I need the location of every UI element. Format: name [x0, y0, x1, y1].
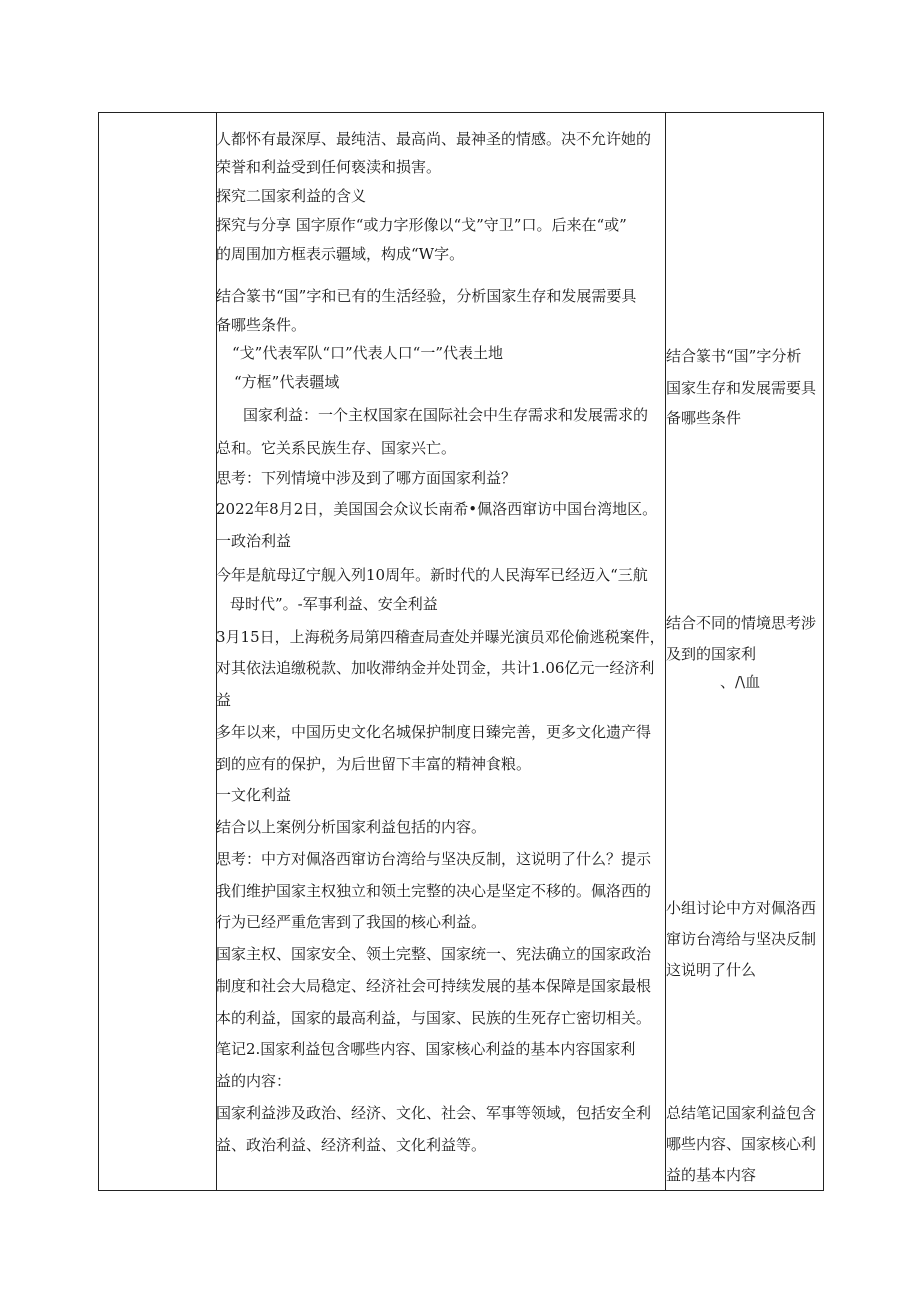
activity-line: 总结笔记国家利益包含: [666, 1104, 817, 1122]
content-line: 备哪些条件。: [216, 316, 307, 334]
content-line: 国家主权、国家安全、领土完整、国家统一、宪法确立的国家政治: [216, 945, 652, 963]
content-line: “方框”代表疆域: [234, 373, 340, 391]
content-line: 制度和社会大局稳定、经济社会可持续发展的基本保障是国家最根: [216, 977, 652, 995]
content-line: 2022年8月2日，美国国会众议长南希•佩洛西窜访中国台湾地区。: [216, 500, 658, 518]
content-line: 我们维护国家主权独立和领土完整的决心是坚定不移的。佩洛西的: [216, 882, 652, 900]
activity-line: 及到的国家利: [666, 645, 757, 663]
activity-line: 益的基本内容: [666, 1166, 757, 1184]
content-line: 今年是航母辽宁舰入列10周年。新时代的人民海军已经迈入“三航: [216, 566, 648, 584]
activity-line: 结合篆书“国”字分析: [666, 347, 802, 365]
activity-line: 、/\血: [720, 673, 761, 691]
section-heading: 探究二国家利益的含义: [216, 187, 367, 205]
content-line: 益、政治利益、经济利益、文化利益等。: [216, 1136, 487, 1154]
content-line: 总和。它关系民族生存、国家兴亡。: [216, 439, 457, 457]
column-divider-left: [216, 113, 217, 1190]
content-line: 一文化利益: [216, 786, 292, 804]
content-line: 笔记2.国家利益包含哪些内容、国家核心利益的基本内容国家利: [216, 1040, 636, 1058]
content-line: 国家利益：一个主权国家在国际社会中生存需求和发展需求的: [243, 406, 649, 424]
content-line: 益: [216, 691, 232, 709]
content-line: 结合篆书“国”字和已有的生活经验，分析国家生存和发展需要具: [216, 287, 637, 305]
activity-line: 窜访台湾给与坚决反制: [666, 930, 817, 948]
activity-line: 哪些内容、国家核心利: [666, 1135, 817, 1153]
content-line: 益的内容：: [216, 1072, 292, 1090]
content-line: 本的利益，国家的最高利益，与国家、民族的生死存亡密切相关。: [216, 1009, 652, 1027]
content-line: 结合以上案例分析国家利益包括的内容。: [216, 818, 487, 836]
content-line: 人都怀有最深厚、最纯洁、最高尚、最神圣的情感。决不允许她的: [216, 130, 652, 148]
content-line: 一政治利益: [216, 532, 292, 550]
content-line: 行为已经严重危害到了我国的核心利益。: [216, 913, 487, 931]
content-line: 母时代”。-军事利益、安全利益: [230, 595, 438, 613]
content-line: 思考：中方对佩洛西窜访台湾给与坚决反制，这说明了什么？提示: [216, 850, 652, 868]
content-line: 多年以来，中国历史文化名城保护制度日臻完善，更多文化遗产得: [216, 723, 652, 741]
content-line: 国家利益涉及政治、经济、文化、社会、军事等领域，包括安全利: [216, 1104, 652, 1122]
activity-line: 小组讨论中方对佩洛西: [666, 899, 817, 917]
activity-line: 结合不同的情境思考涉: [666, 614, 817, 632]
activity-line: 国家生存和发展需要具: [666, 379, 817, 397]
content-line: 到的应有的保护，为后世留下丰富的精神食粮。: [216, 755, 532, 773]
activity-line: 备哪些条件: [666, 409, 742, 427]
content-line: 对其依法追缴税款、加收滞纳金并处罚金，共计1.06亿元一经济利: [216, 659, 655, 677]
content-line: 的周围加方框表示疆域，构成“W字。: [216, 245, 465, 263]
content-line: 思考：下列情境中涉及到了哪方面国家利益？: [216, 469, 517, 487]
activity-line: 这说明了什么: [666, 961, 757, 979]
content-line: 荣誉和利益受到任何亵渎和损害。: [216, 158, 442, 176]
content-line: 探究与分享 国字原作“或力字形像以“戈”守卫”口。后来在“或”: [216, 216, 627, 234]
content-line: “戈”代表军队“口”代表人口“一”代表土地: [232, 344, 504, 362]
content-line: 3月15日，上海税务局第四稽查局查处并曝光演员邓伦偷逃税案件，: [216, 628, 665, 646]
